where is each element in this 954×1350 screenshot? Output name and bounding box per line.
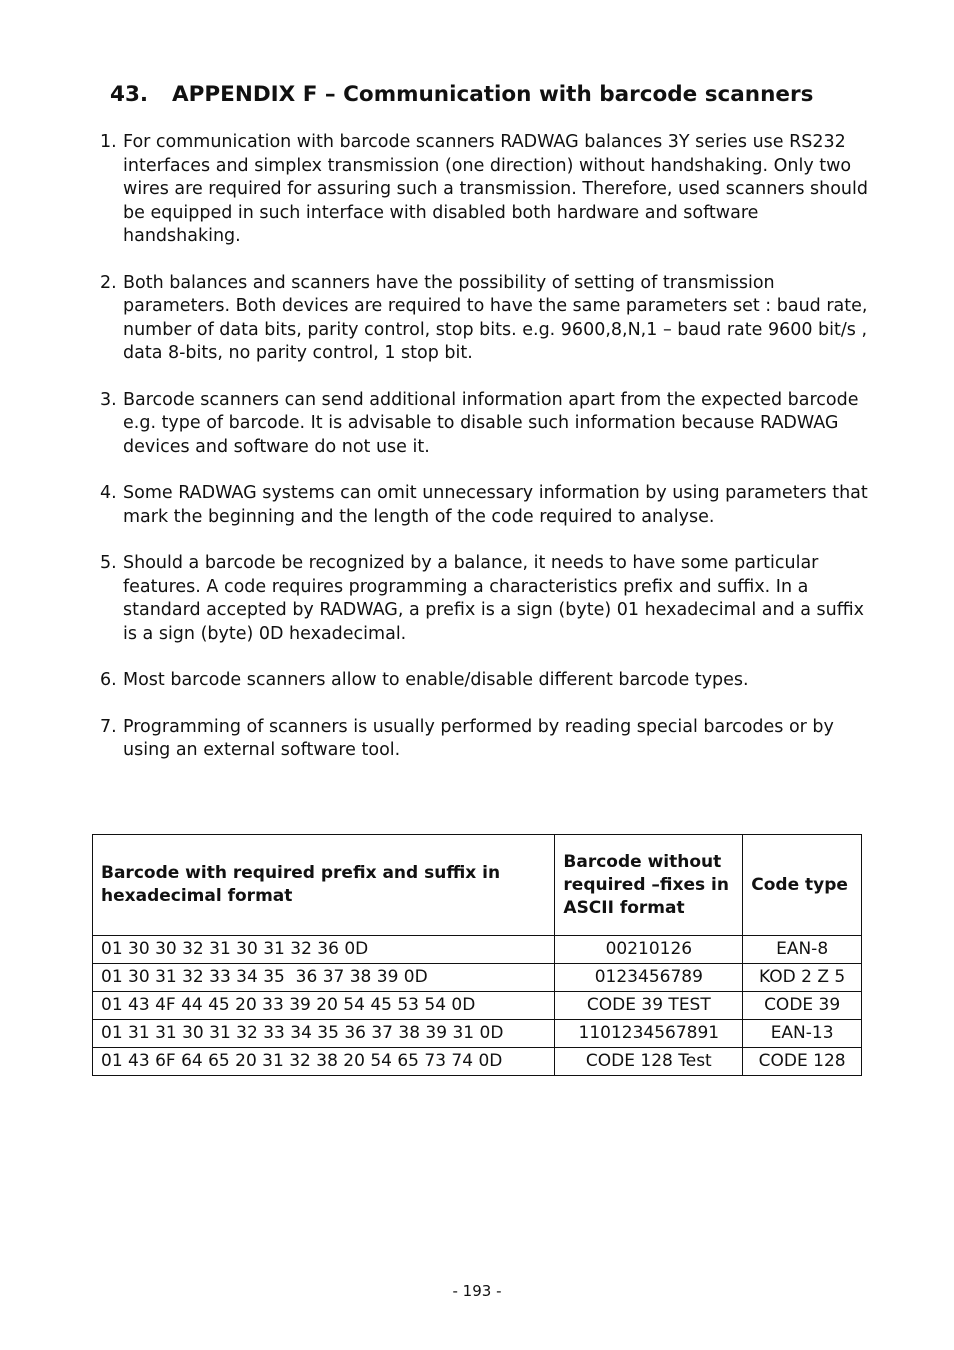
- item-number: 2.: [100, 272, 117, 293]
- table-header-row: [93, 835, 862, 936]
- table-row: [93, 992, 862, 1020]
- cell-code-type: EAN-13: [743, 1020, 862, 1048]
- cell-ascii: 1101234567891: [555, 1020, 743, 1048]
- numbered-list: [100, 131, 880, 786]
- cell-code-type: CODE 128: [743, 1048, 862, 1076]
- item-text: Barcode scanners can send additional information apart from the expected barcode e.g. type of barcode. It is advisable to disable such information because RADWAG devices and software do not use it.: [123, 389, 859, 457]
- item-text: For communication with barcode scanners RADWAG balances 3Y series use RS232 interfaces and simplex transmission (one direction) without handshaking. Only two wires are required for assuring such a transmission. Therefore, used scanners should be equipped in such interface with disabled both hardware and software handshaking.: [123, 132, 868, 246]
- cell-code-type: CODE 39: [743, 992, 862, 1020]
- cell-code-type: KOD 2 Z 5: [743, 964, 862, 992]
- item-number: 3.: [100, 389, 117, 410]
- list-item: [100, 131, 880, 249]
- cell-hex: 01 30 31 32 33 34 35 36 37 38 39 0D: [93, 964, 555, 992]
- section-title: APPENDIX F – Communication with barcode scanners: [172, 82, 814, 107]
- item-number: 6.: [100, 670, 117, 690]
- barcode-table: [92, 834, 862, 1076]
- list-item: [100, 669, 880, 693]
- header-hex-format: Barcode with required prefix and suffix in hexadecimal format: [93, 835, 555, 936]
- item-text: Programming of scanners is usually performed by reading special barcodes or by using an external software tool.: [123, 716, 834, 760]
- section-number: 43.: [110, 82, 149, 107]
- item-text: Most barcode scanners allow to enable/disable different barcode types.: [123, 670, 749, 690]
- item-number: 5.: [100, 553, 117, 573]
- table-row: [93, 936, 862, 964]
- item-text: Some RADWAG systems can omit unnecessary information by using parameters that mark the beginning and the length of the code required to analyse.: [123, 483, 868, 527]
- item-text: Both balances and scanners have the possibility of setting of transmission parameters. Both devices are required to have the same parameters set : baud rate, number of data bits, parity control, stop bits. e.g. 9600,8,N,1 – baud rate 9600 bit/s , data 8-bits, no parity control, 1 stop bit.: [123, 272, 868, 363]
- cell-ascii: CODE 128 Test: [555, 1048, 743, 1076]
- cell-code-type: EAN-8: [743, 936, 862, 964]
- header-ascii-format: Barcode without required –fixes in ASCII format: [555, 835, 743, 936]
- cell-hex: 01 31 31 30 31 32 33 34 35 36 37 38 39 31 0D: [93, 1020, 555, 1048]
- item-number: 7.: [100, 716, 117, 737]
- item-text: Should a barcode be recognized by a balance, it needs to have some particular features. A code requires programming a characteristics prefix and suffix. In a standard accepted by RADWAG, a prefix is a sign (byte) 01 hexadecimal and a suffix is a sign (byte) 0D hexadecimal.: [123, 553, 865, 644]
- page-number: - 193 -: [452, 1282, 502, 1300]
- item-number: 1.: [100, 132, 117, 152]
- list-item: [100, 716, 880, 763]
- cell-ascii: 0123456789: [555, 964, 743, 992]
- table-row: [93, 1048, 862, 1076]
- cell-ascii: CODE 39 TEST: [555, 992, 743, 1020]
- cell-hex: 01 30 30 32 31 30 31 32 36 0D: [93, 936, 555, 964]
- list-item: [100, 272, 880, 366]
- cell-hex: 01 43 6F 64 65 20 31 32 38 20 54 65 73 74 0D: [93, 1048, 555, 1076]
- table-row: [93, 964, 862, 992]
- list-item: [100, 482, 880, 529]
- cell-ascii: 00210126: [555, 936, 743, 964]
- section-heading: [110, 82, 813, 107]
- table-row: [93, 1020, 862, 1048]
- list-item: [100, 552, 880, 646]
- item-number: 4.: [100, 483, 117, 503]
- header-code-type: Code type: [743, 835, 862, 936]
- list-item: [100, 389, 880, 460]
- cell-hex: 01 43 4F 44 45 20 33 39 20 54 45 53 54 0D: [93, 992, 555, 1020]
